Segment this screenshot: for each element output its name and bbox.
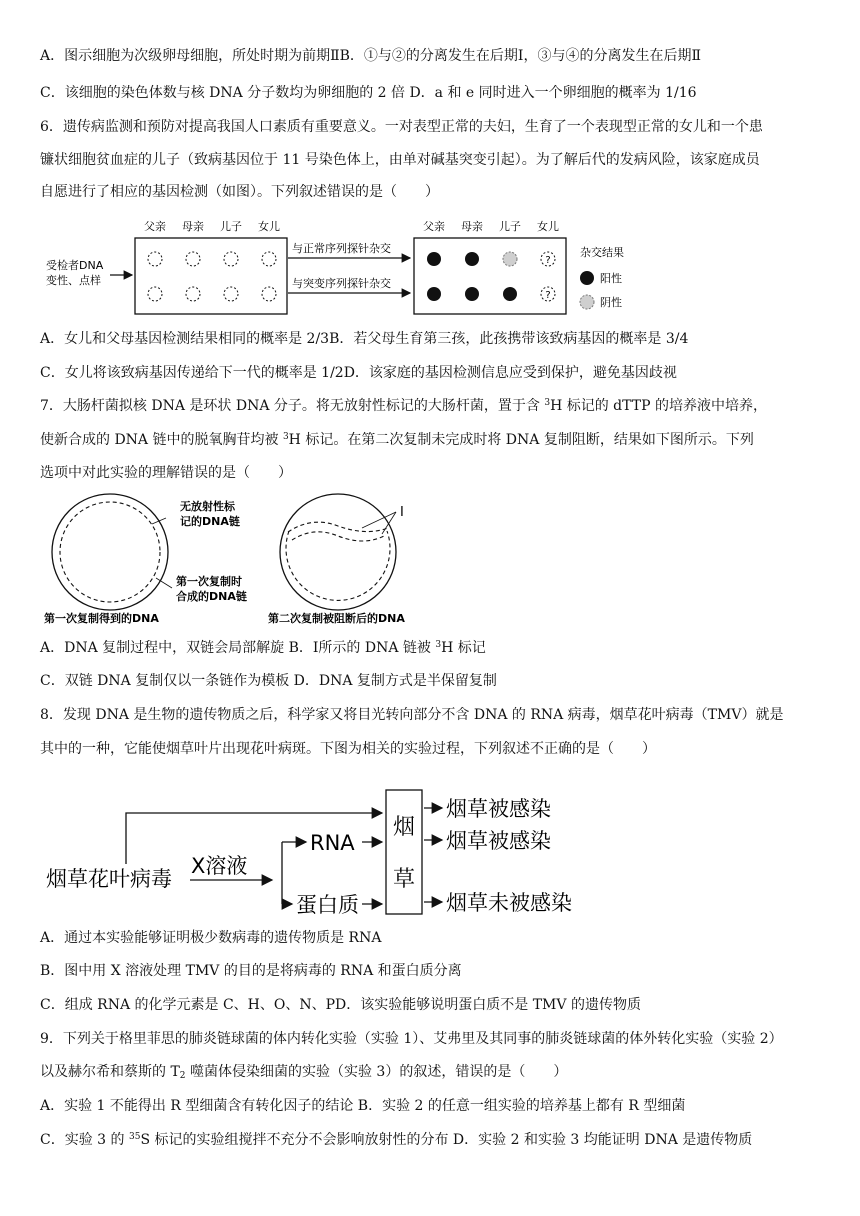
legend-positive-label: 阳性 [600,272,622,285]
q8-tmv-figure [40,778,600,928]
right-inner-strand [286,531,390,600]
q7-option-a-b: A．DNA 复制过程中，双链会局部解旋 B．Ⅰ所示的 DNA 链被 $^3$H 标记 [40,640,486,656]
right-dot-son-2 [503,287,517,301]
replication-bubble-lower [292,532,384,541]
member-father-right: 父亲 [423,220,445,233]
q5-option-a-b: A．图示细胞为次级卵母细胞，所处时期为前期ⅡB．①与②的分离发生在后期Ⅰ，③与④的分离发生在后期Ⅱ [40,48,701,64]
left-dot-son-1 [224,252,238,266]
member-son-right: 儿子 [499,220,521,233]
left-dot-daughter-1 [262,252,276,266]
legend-title: 杂交结果 [580,246,624,259]
solution-label: X溶液 [191,854,248,878]
tobacco-char-1: 烟 [392,815,416,840]
label-new-1: 第一次复制时 [176,575,242,588]
arrow-bottom-label: 与突变序列探针杂交 [292,277,391,290]
right-dot-mother-1 [465,252,479,266]
result-1-label: 烟草被感染 [446,797,551,821]
caption-left: 第一次复制得到的DNA [44,612,159,625]
q6-option-a-b: A．女儿和父母基因检测结果相同的概率是 2/3B．若父母生育第三孩，此孩携带该致病基因的概率是 3/4 [40,331,689,347]
q7-dna-replication-figure [40,488,470,628]
member-daughter-right: 女儿 [537,220,559,233]
right-dot-father-2 [427,287,441,301]
left-dot-daughter-2 [262,287,276,301]
member-daughter-left: 女儿 [258,220,280,233]
left-dots [148,252,276,301]
q6-stem-line-3: 自愿进行了相应的基因检测（如图）。下列叙述错误的是（ ） [40,184,439,200]
input-label-2: 变性、点样 [46,274,101,287]
q9-stem-line-2: 以及赫尔希和蔡斯的 $T_2$ 噬菌体侵染细菌的实验（实验 3）的叙述，错误的是（ ） [40,1064,568,1081]
q6-option-c-d: C．女儿将该致病基因传递给下一代的概率是 1/2D．该家庭的基因检测信息应受到保护，避免基因歧视 [40,365,677,381]
label-new-2: 合成的DNA链 [176,590,247,603]
q6-stem-line-1: 6．遗传病监测和预防对提高我国人口素质有重要意义。一对表型正常的夫妇，生育了一个表现型正常的女儿和一个患 [40,119,763,135]
q6-gene-test-figure [40,212,680,322]
q7-stem-line-2: 使新合成的 DNA 链中的脱氧胸苷均被 $^3$H 标记。在第二次复制未完成时将 DNA 复制阻断，结果如下图所示。下列 [40,432,754,448]
right-dot-mother-2 [465,287,479,301]
left-dot-son-2 [224,287,238,301]
left-outer-strand [52,494,168,610]
label-unlabeled-2: 记的DNA链 [180,515,240,528]
left-inner-strand [60,502,160,602]
q7-stem-line-1: 7．大肠杆菌拟核 DNA 是环状 DNA 分子。将无放射性标记的大肠杆菌，置于含 $^3$H 标记的 dTTP 的培养液中培养， [40,398,767,414]
q5-option-c-d: C．该细胞的染色体数与核 DNA 分子数均为卵细胞的 2 倍 D．a 和 e 同时进入一个卵细胞的概率为 1/16 [40,85,697,101]
left-box [135,238,287,314]
q7-option-c-d: C．双链 DNA 复制仅以一条链作为模板 D．DNA 复制方式是半保留复制 [40,673,497,689]
protein-label: 蛋白质 [296,893,359,917]
daughter-unknown-2: ? [545,290,551,301]
tobacco-char-2: 草 [392,867,416,892]
q8-stem-line-1: 8．发现 DNA 是生物的遗传物质之后，科学家又将目光转向部分不含 DNA 的 RNA 病毒，烟草花叶病毒（TMV）就是 [40,707,784,723]
member-mother-right: 母亲 [461,220,483,233]
left-dot-father-1 [148,252,162,266]
q7-stem-line-3: 选项中对此实验的理解错误的是（ ） [40,465,292,481]
right-dot-son-1 [503,252,517,266]
roman-label-i: Ⅰ [400,505,404,520]
member-son-left: 儿子 [220,220,242,233]
q8-option-a: A．通过本实验能够证明极少数病毒的遗传物质是 RNA [40,930,382,946]
replication-bubble-upper [288,522,388,532]
legend-negative-label: 阴性 [600,296,622,309]
legend-negative-dot [580,295,594,309]
legend-positive-dot [580,271,594,285]
q8-stem-line-2: 其中的一种，它能使烟草叶片出现花叶病斑。下图为相关的实验过程，下列叙述不正确的是（ ） [40,741,656,757]
result-2-label: 烟草被感染 [446,829,551,853]
input-label-1: 受检者DNA [46,259,104,272]
q8-option-b: B．图中用 X 溶液处理 TMV 的目的是将病毒的 RNA 和蛋白质分离 [40,963,462,979]
caption-right: 第二次复制被阻断后的DNA [268,612,405,625]
pointer-unlabeled [152,518,166,524]
left-dot-mother-2 [186,287,200,301]
q8-option-c-d: C．组成 RNA 的化学元素是 C、H、O、N、PD．该实验能够说明蛋白质不是 TMV 的遗传物质 [40,997,641,1013]
q9-stem-line-1: 9．下列关于格里菲思的肺炎链球菌的体内转化实验（实验 1）、艾弗里及其同事的肺炎链球菌的体外转化实验（实验 2） [40,1031,783,1047]
virus-label: 烟草花叶病毒 [46,867,172,891]
right-outer-strand [280,494,396,610]
left-dot-father-2 [148,287,162,301]
left-dot-mother-1 [186,252,200,266]
rna-label: RNA [310,831,355,855]
right-box [414,238,566,314]
q9-option-a-b: A．实验 1 不能得出 R 型细菌含有转化因子的结论 B．实验 2 的任意一组实验的培养基上都有 R 型细菌 [40,1098,686,1114]
arrow-top-label: 与正常序列探针杂交 [292,242,391,255]
label-unlabeled-1: 无放射性标 [180,500,235,513]
daughter-unknown-1: ? [545,255,551,266]
q6-stem-line-2: 镰状细胞贫血症的儿子（致病基因位于 11 号染色体上，由单对碱基突变引起）。为了解后代的发病风险，该家庭成员 [40,152,760,168]
right-dot-father-1 [427,252,441,266]
result-3-label: 烟草未被感染 [446,891,572,915]
member-father-left: 父亲 [144,220,166,233]
member-mother-left: 母亲 [182,220,204,233]
q9-option-c-d: C．实验 3 的 $^{35}$S 标记的实验组搅拌不充分不会影响放射性的分布 D．实验 2 和实验 3 均能证明 DNA 是遗传物质 [40,1132,753,1148]
tobacco-box [386,790,422,914]
